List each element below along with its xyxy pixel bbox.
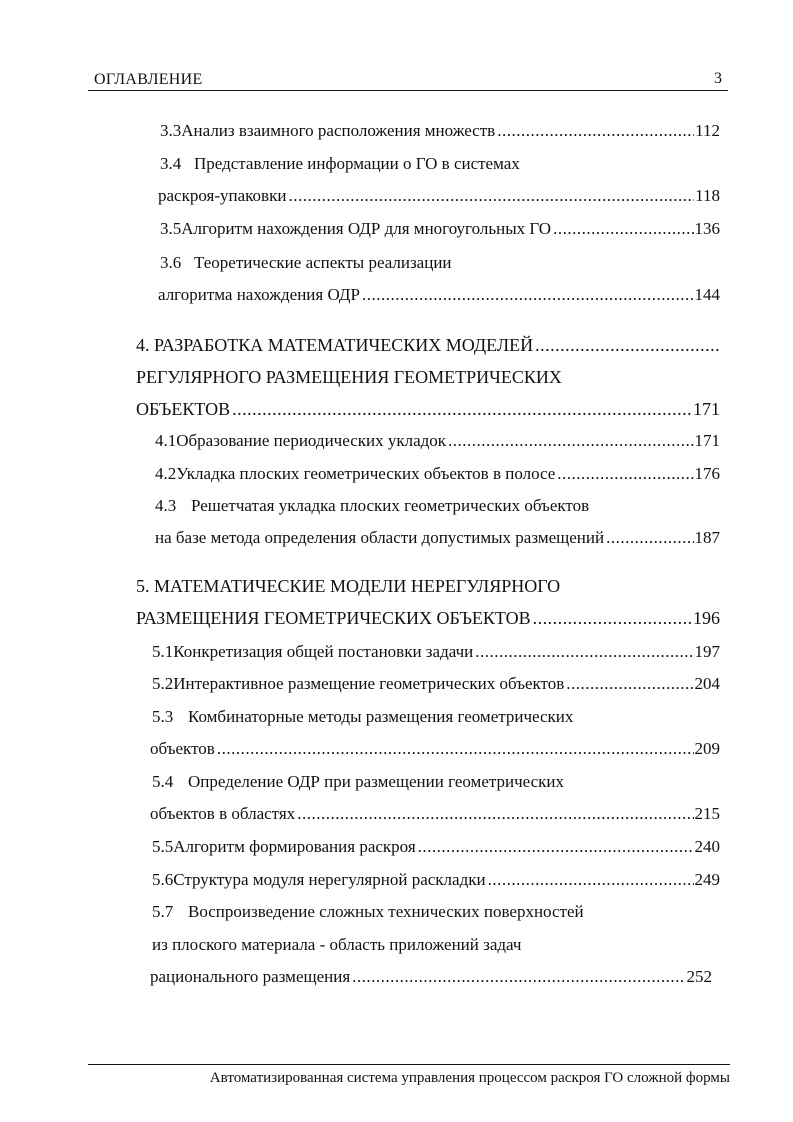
toc-entry (152, 836, 720, 858)
toc-chapter (136, 575, 720, 597)
toc-leader-dots (217, 738, 694, 760)
toc-entry (152, 934, 720, 956)
toc-entry (152, 673, 720, 695)
toc-entry-page: 112 (695, 121, 720, 140)
toc-entry (160, 153, 720, 175)
toc-entry (155, 495, 720, 517)
toc-entry-text: рационального размещения (150, 967, 351, 986)
header-page-number: 3 (714, 70, 722, 87)
toc-entry-page: 171 (693, 399, 720, 419)
toc-entry-text: Комбинаторные методы размещения геометрических (188, 707, 574, 726)
toc-entry-page: 204 (694, 674, 720, 693)
toc-entry-number: 3.4 (160, 154, 182, 173)
toc-leader-dots (535, 334, 719, 356)
toc-leader-dots (288, 185, 694, 207)
toc-leader-dots (606, 527, 693, 549)
toc-entry-text: Представление информации о ГО в системах (194, 154, 520, 173)
toc-entry-number: 4.3 (155, 496, 177, 515)
toc-entry-number: 5.3 (152, 707, 174, 726)
toc-leader-dots (418, 836, 694, 858)
toc-entry-number: 3.5 (160, 219, 182, 238)
toc-entry-text: объектов (150, 739, 215, 758)
toc-leader-dots (448, 430, 693, 452)
toc-entry-page: 144 (694, 285, 720, 304)
toc-chapter (136, 607, 720, 629)
toc-entry-page: 196 (693, 608, 720, 628)
toc-entry-text: Алгоритм формирования раскроя (173, 837, 416, 856)
toc-chapter (136, 334, 720, 356)
toc-entry-text: Структура модуля нерегулярной раскладки (173, 870, 486, 889)
toc-entry-number: 5.5 (152, 837, 174, 856)
toc-entry-text: Образование периодических укладок (176, 431, 447, 450)
toc-entry-number: 5.1 (152, 642, 174, 661)
toc-leader-dots (557, 463, 693, 485)
toc-entry-text: Интерактивное размещение геометрических объектов (173, 674, 565, 693)
toc-entry-text: Теоретические аспекты реализации (194, 253, 452, 272)
toc-entry-number: 4.1 (155, 431, 177, 450)
footer-text: Автоматизированная система управления процессом раскроя ГО сложной формы (209, 1070, 730, 1086)
toc-entry (152, 901, 720, 923)
toc-chapter-text: РЕГУЛЯРНОГО РАЗМЕЩЕНИЯ ГЕОМЕТРИЧЕСКИХ (136, 367, 562, 387)
toc-entry-page: 249 (694, 870, 720, 889)
header-title: ОГЛАВЛЕНИЕ (94, 71, 203, 88)
toc-entry-page: 209 (694, 739, 720, 758)
toc-entry (150, 803, 720, 825)
toc-entry (160, 120, 720, 142)
toc-leader-dots (533, 607, 692, 629)
toc-entry-page: 171 (694, 431, 720, 450)
toc-chapter-text: 5. МАТЕМАТИЧЕСКИЕ МОДЕЛИ НЕРЕГУЛЯРНОГО (136, 576, 561, 596)
toc-chapter-text: 4. РАЗРАБОТКА МАТЕМАТИЧЕСКИХ МОДЕЛЕЙ (136, 335, 534, 355)
toc-entry (158, 284, 720, 306)
toc-leader-dots (475, 641, 693, 663)
toc-entry-number: 3.6 (160, 253, 182, 272)
toc-leader-dots (297, 803, 693, 825)
toc-entry-page: 187 (694, 528, 720, 547)
toc-leader-dots (362, 284, 694, 306)
toc-entry-text: Анализ взаимного расположения множеств (181, 121, 496, 140)
toc-entry-page: 252 (686, 967, 712, 986)
toc-entry-page: 215 (694, 804, 720, 823)
toc-leader-dots (497, 120, 694, 142)
toc-entry (160, 252, 720, 274)
toc-entry (152, 706, 720, 728)
toc-entry-text: Конкретизация общей постановки задачи (173, 642, 474, 661)
toc-entry-text: алгоритма нахождения ОДР (158, 285, 360, 304)
toc-chapter (136, 398, 720, 420)
toc-leader-dots (232, 398, 692, 420)
toc-entry-number: 5.4 (152, 772, 174, 791)
toc-entry (158, 185, 720, 207)
toc-entry-page: 197 (694, 642, 720, 661)
toc-entry-text: Определение ОДР при размещении геометрических (188, 772, 565, 791)
toc-entry-text: Воспроизведение сложных технических поверхностей (188, 902, 584, 921)
toc-leader-dots (352, 966, 685, 988)
toc-entry (152, 771, 720, 793)
toc-entry-number: 5.7 (152, 902, 174, 921)
toc-entry (155, 527, 720, 549)
toc-entry-text: на базе метода определения области допустимых размещений (155, 528, 605, 547)
toc-entry (150, 738, 720, 760)
toc-leader-dots (488, 869, 694, 891)
toc-entry (150, 966, 712, 988)
toc-leader-dots (553, 218, 693, 240)
toc-entry-page: 176 (694, 464, 720, 483)
toc-chapter-text: ОБЪЕКТОВ (136, 399, 231, 419)
toc-entry (160, 218, 720, 240)
toc-entry-text: Укладка плоских геометрических объектов в полосе (176, 464, 556, 483)
toc-entry-text: Решетчатая укладка плоских геометрических объектов (191, 496, 590, 515)
toc-chapter (136, 366, 720, 388)
toc-entry-number: 3.3 (160, 121, 182, 140)
toc-entry-page: 240 (694, 837, 720, 856)
toc-entry (152, 641, 720, 663)
toc-entry-number: 5.2 (152, 674, 174, 693)
page-footer (88, 1064, 730, 1086)
toc-entry-text: раскроя-упаковки (158, 186, 287, 205)
toc-entry (155, 463, 720, 485)
toc-entry (155, 430, 720, 452)
toc-entry-page: 118 (695, 186, 720, 205)
toc-chapter-text: РАЗМЕЩЕНИЯ ГЕОМЕТРИЧЕСКИХ ОБЪЕКТОВ (136, 608, 531, 628)
toc-entry-text: объектов в областях (150, 804, 296, 823)
toc-entry-number: 5.6 (152, 870, 174, 889)
toc-entry-number: 4.2 (155, 464, 177, 483)
toc-entry-text: Алгоритм нахождения ОДР для многоугольных ГО (181, 219, 552, 238)
toc-entry (152, 869, 720, 891)
page-header (88, 66, 728, 91)
toc-entry-text: из плоского материала - область приложений задач (152, 935, 522, 954)
toc-leader-dots (566, 673, 693, 695)
toc-entry-page: 136 (694, 219, 720, 238)
